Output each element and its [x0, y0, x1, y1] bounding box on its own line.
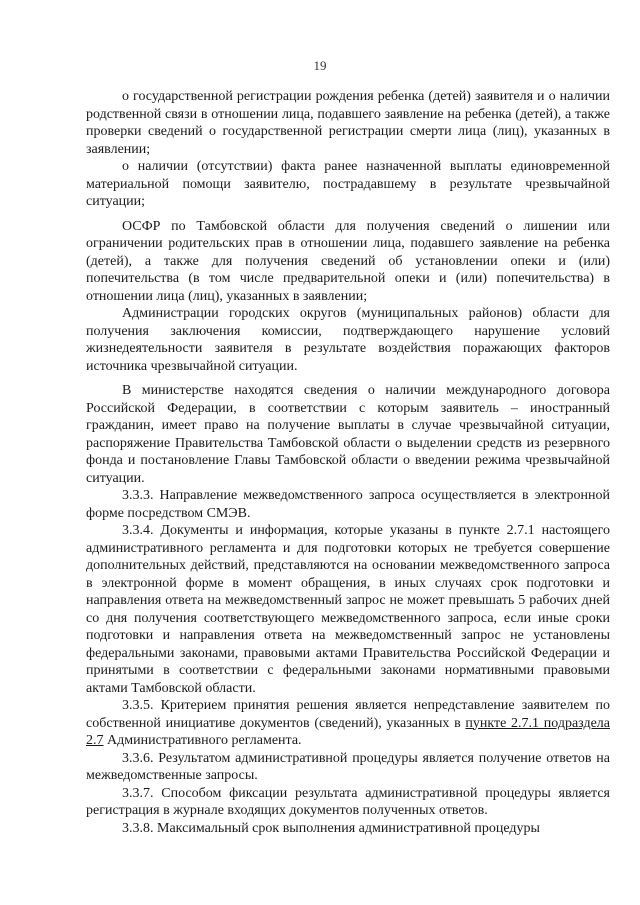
paragraph-3-3-5-text: 3.3.5. Критерием принятия решения является непредставление заявителем по собственной инициативе документов (сведений), указанных в — [86, 698, 610, 731]
paragraph-administration-request: Администрации городских округов (муниципальных районов) области для получения заключения комиссии, подтверждающего нарушение условий жизнедеятельности заявителя в результате воздействия поражающих факторов источника чрезвычайной ситуации. — [86, 306, 610, 374]
document-body — [86, 88, 610, 837]
paragraph-3-3-5 — [86, 697, 610, 750]
paragraph-3-3-3: 3.3.3. Направление межведомственного запроса осуществляется в электронной форме посредством СМЭВ. — [86, 488, 610, 521]
paragraph-3-3-5-end: Административного регламента. — [103, 733, 302, 748]
section-2-7-link[interactable]: пункте 2.7.1 подраздела 2.7 — [86, 715, 610, 748]
paragraph-ministry-info: В министерстве находятся сведения о наличии международного договора Российской Федерации, в соответствии с которым заявитель – иностранный гражданин, имеет право на получение выплаты в случае чрезвычайной ситуации, распоряжение Правительства Тамбовской области о выделении средств из резервного фонда и постановление Главы Тамбовской области о введении режима чрезвычайной ситуации. — [86, 383, 610, 486]
paragraph-3-3-4: 3.3.4. Документы и информация, которые указаны в пункте 2.7.1 настоящего административного регламента и для подготовки которых не требуется совершение дополнительных действий, представляются на основании межведомственного запроса в электронной форме в момент обращения, в иных случаях срок подготовки и направления ответа на межведомственный запрос не может превышать 5 рабочих дней со дня получения соответствующего межведомственного запроса, если иные сроки подготовки и направления ответа на межведомственный запрос не установлены федеральными законами, правовыми актами Правительства Российской Федерации и принятыми в соответствии с федеральными законами нормативными правовыми актами Тамбовской области. — [86, 523, 610, 696]
paragraph-prior-payment: о наличии (отсутствии) факта ранее назначенной выплаты единовременной материальной помощи заявителю, пострадавшему в результате чрезвычайной ситуации; — [86, 159, 610, 209]
paragraph-3-3-7: 3.3.7. Способом фиксации результата административной процедуры является регистрация в журнале входящих документов полученных ответов. — [86, 785, 610, 818]
page-number: 19 — [313, 58, 327, 73]
paragraph-3-3-8: 3.3.8. Максимальный срок выполнения административной процедуры — [122, 820, 540, 836]
paragraph-birth-registration: о государственной регистрации рождения ребенка (детей) заявителя и о наличии родственной связи в отношении лица, подавшего заявление на ребенка (детей), а также проверки сведений о государственной регистрации смерти лица (лиц), указанных в заявлении; — [86, 89, 610, 157]
paragraph-3-3-6: 3.3.6. Результатом административной процедуры является получение ответов на межведомственные запросы. — [86, 750, 610, 783]
paragraph-osfr-request: ОСФР по Тамбовской области для получения сведений о лишении или ограничении родительских прав в отношении лица, подавшего заявление на ребенка (детей), а также для получения сведений об установлении опеки и (или) попечительства (в том числе предварительной опеки и (или) попечительства) в отношении лица (лиц), указанных в заявлении; — [86, 218, 610, 304]
